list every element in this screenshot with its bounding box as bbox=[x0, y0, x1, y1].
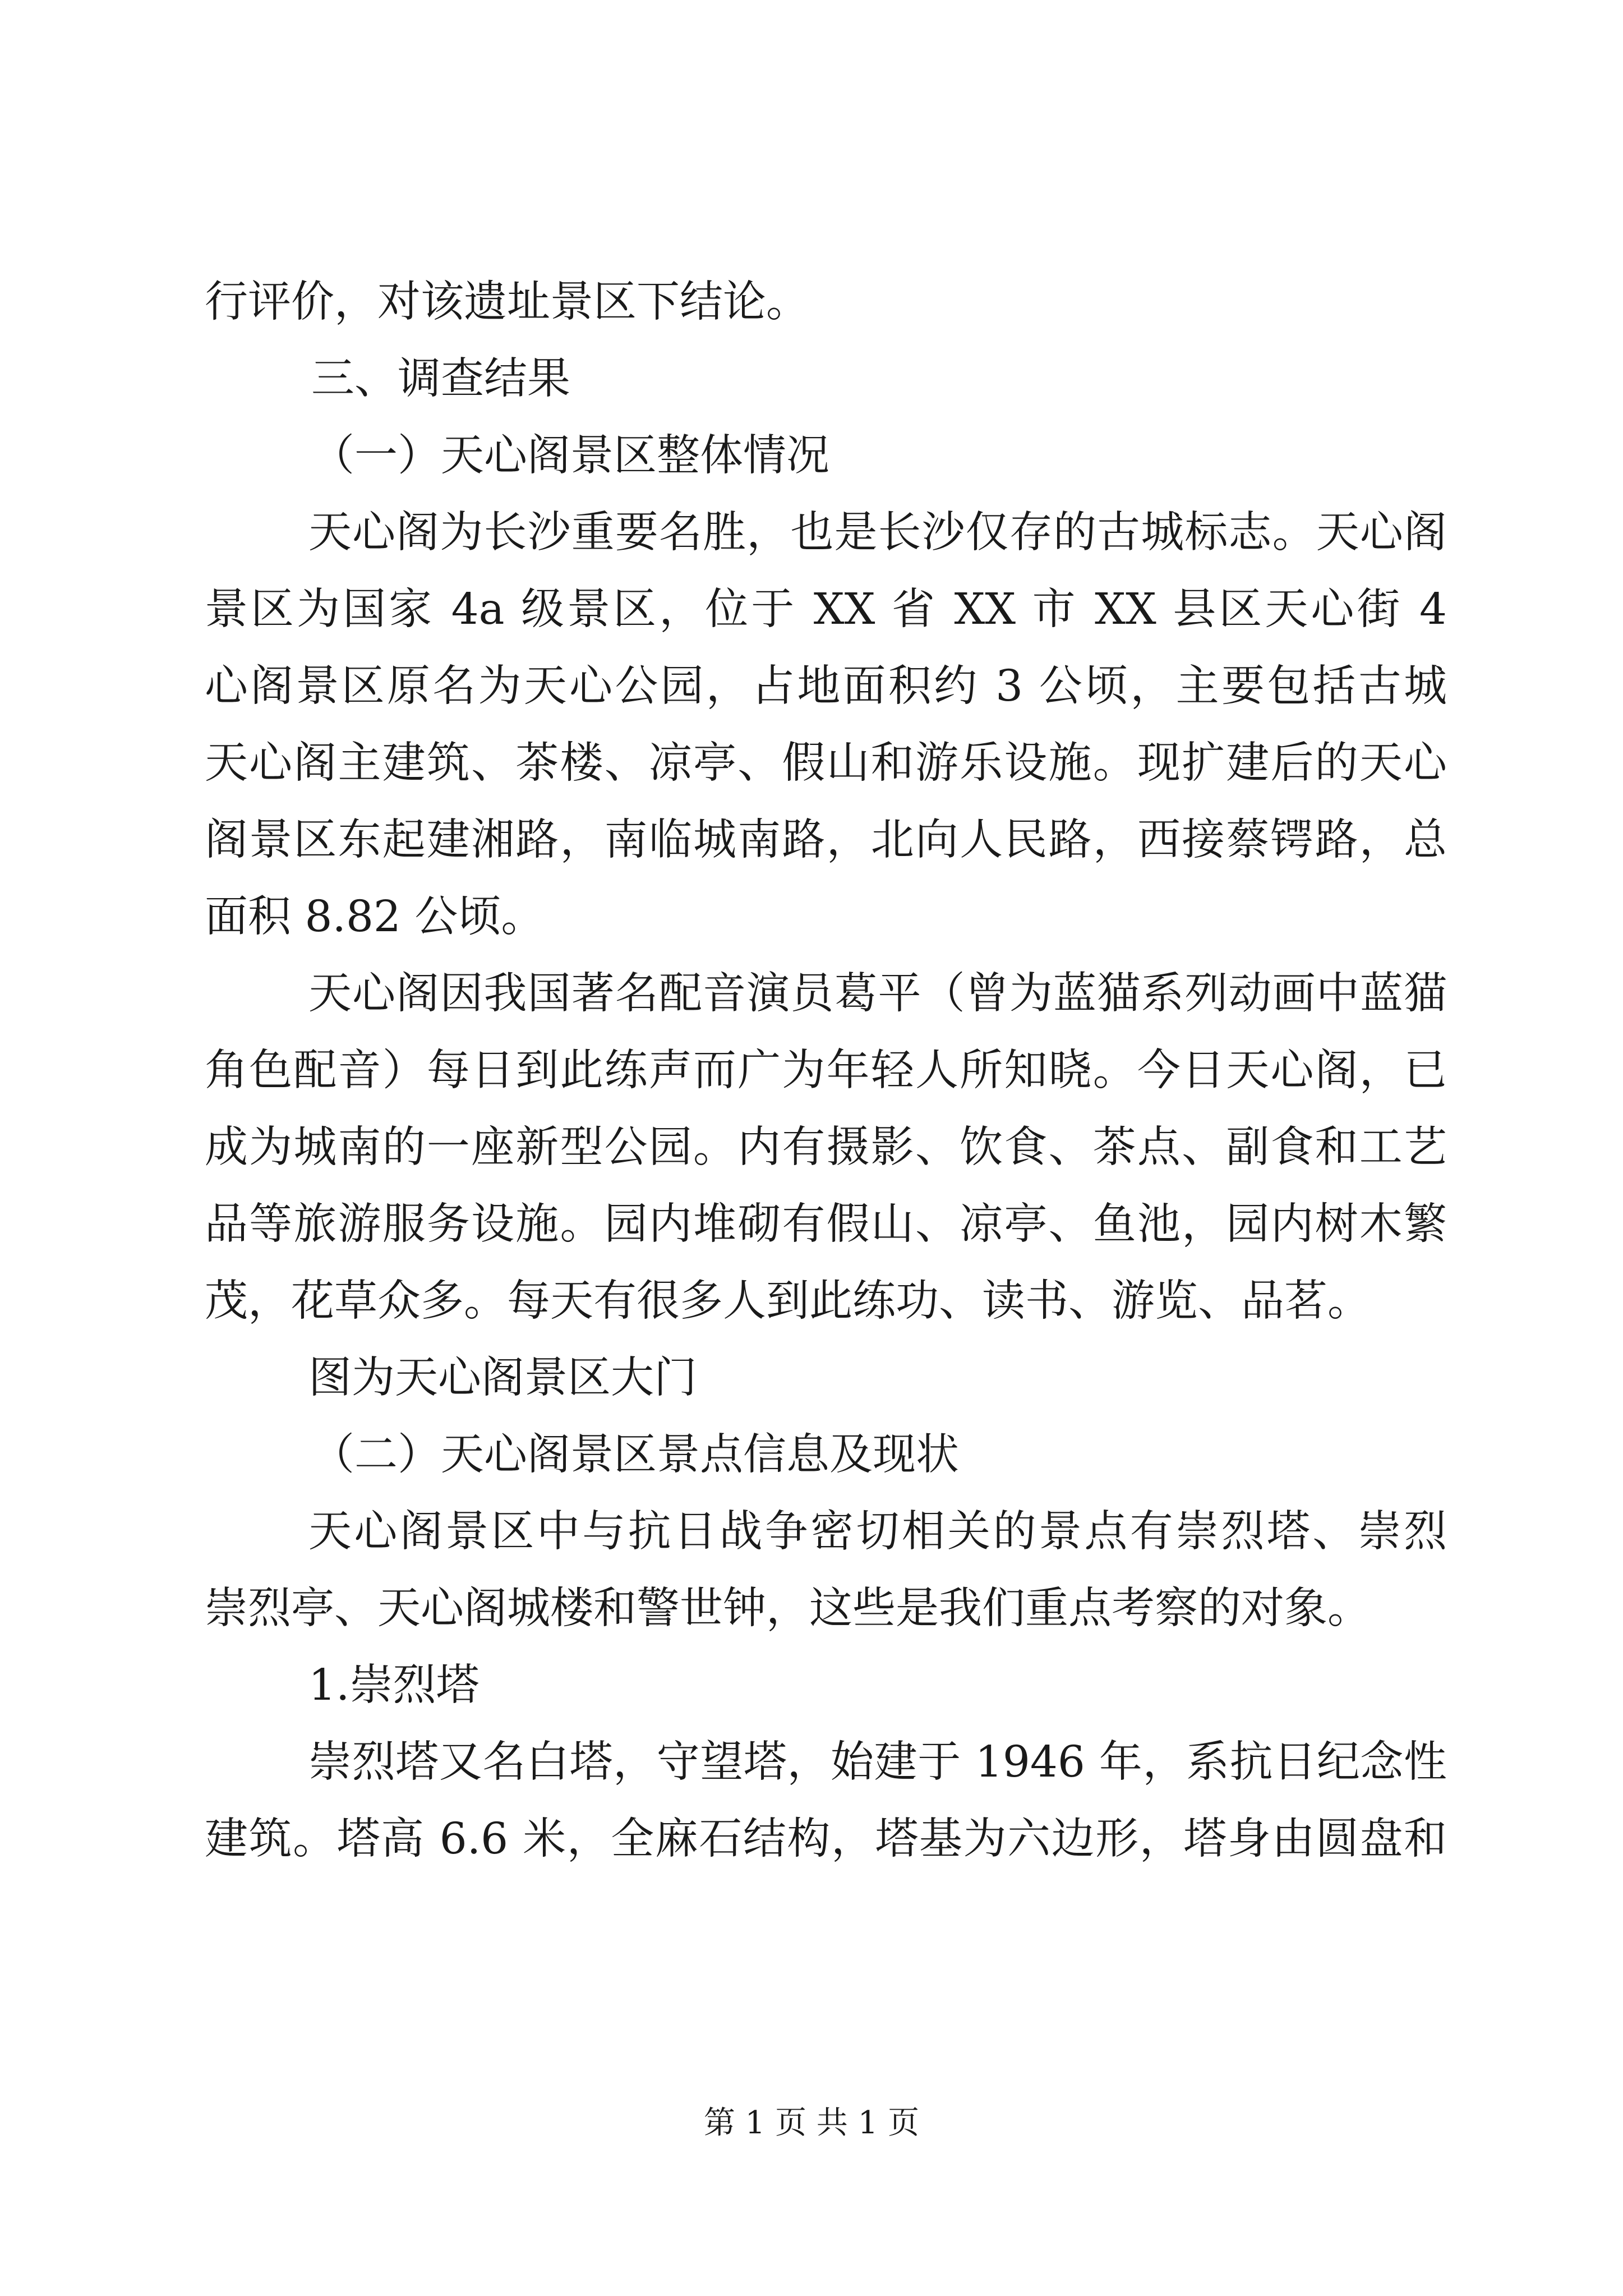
subsection-heading: （一）天心阁景区整体情况 bbox=[311, 431, 829, 481]
subsection-heading: （二）天心阁景区景点信息及现状 bbox=[311, 1430, 959, 1480]
paragraph-line: 角色配音）每日到此练声而广为年轻人所知晓。今日天心阁，已 bbox=[205, 1046, 1447, 1096]
paragraph-line: 成为城南的一座新型公园。内有摄影、饮食、茶点、副食和工艺 bbox=[205, 1122, 1447, 1172]
paragraph-line: 行评价，对该遗址景区下结论。 bbox=[205, 277, 809, 327]
paragraph-line: 心阁景区原名为天心公园，占地面积约 3 公顷，主要包括古城 bbox=[205, 661, 1447, 711]
paragraph-line: 品等旅游服务设施。园内堆砌有假山、凉亭、鱼池，园内树木繁 bbox=[205, 1199, 1447, 1249]
document-body bbox=[205, 264, 1447, 1878]
numbered-heading: 1.崇烈塔 bbox=[308, 1660, 479, 1710]
paragraph-line: 建筑。塔高 6.6 米，全麻石结构，塔基为六边形，塔身由圆盘和 bbox=[205, 1814, 1447, 1864]
paragraph-line: 天心阁为长沙重要名胜，也是长沙仅存的古城标志。天心阁 bbox=[308, 508, 1447, 558]
paragraph-line: 面积 8.82 公顷。 bbox=[205, 892, 545, 942]
paragraph-line: 茂，花草众多。每天有很多人到此练功、读书、游览、品茗。 bbox=[205, 1276, 1371, 1326]
paragraph-line: 天心阁主建筑、茶楼、凉亭、假山和游乐设施。现扩建后的天心 bbox=[205, 738, 1447, 788]
paragraph-line: 天心阁景区中与抗日战争密切相关的景点有崇烈塔、崇烈 bbox=[308, 1507, 1447, 1557]
paragraph-line: 崇烈亭、天心阁城楼和警世钟，这些是我们重点考察的对象。 bbox=[205, 1584, 1371, 1634]
figure-caption: 图为天心阁景区大门 bbox=[308, 1353, 697, 1403]
page-footer: 第 1 页 共 1 页 bbox=[703, 2105, 920, 2141]
paragraph-line: 景区为国家 4a 级景区，位于 XX 省 XX 市 XX 县区天心街 4 bbox=[205, 585, 1447, 634]
section-heading: 三、调查结果 bbox=[311, 354, 570, 404]
paragraph-line: 阁景区东起建湘路，南临城南路，北向人民路，西接蔡锷路，总 bbox=[205, 815, 1447, 865]
paragraph-line: 崇烈塔又名白塔，守望塔，始建于 1946 年，系抗日纪念性 bbox=[308, 1737, 1447, 1787]
paragraph-line: 天心阁因我国著名配音演员葛平（曾为蓝猫系列动画中蓝猫 bbox=[308, 969, 1447, 1019]
